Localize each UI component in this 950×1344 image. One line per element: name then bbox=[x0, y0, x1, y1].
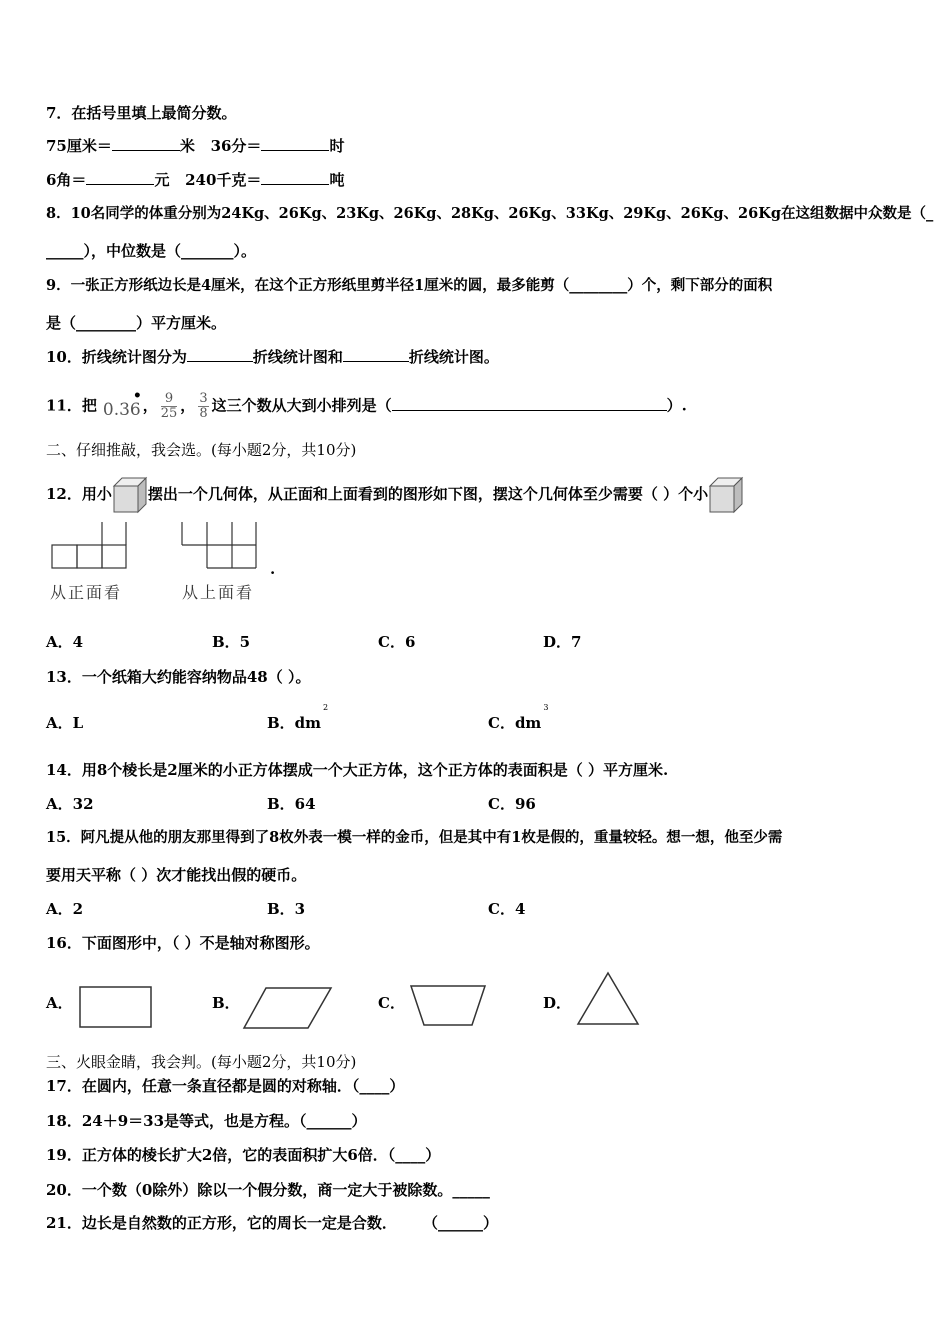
q12-option-d[interactable]: D．7 bbox=[543, 633, 582, 651]
small-cube-icon bbox=[708, 476, 744, 514]
section2-heading: 二、仔细推敲，我会选。(每小题2分，共10分) bbox=[46, 441, 357, 459]
q12-stem bbox=[46, 476, 744, 514]
answer-blank[interactable] bbox=[392, 396, 667, 411]
q13-option-c-label: C．dm bbox=[488, 714, 542, 732]
q7-row1-b: 米 bbox=[179, 137, 195, 155]
front-view-diagram bbox=[50, 520, 130, 570]
parallelogram-shape bbox=[242, 985, 334, 1031]
q7-row1 bbox=[46, 136, 344, 156]
q11-c: ）. bbox=[666, 396, 687, 415]
q17: 17．在圆内，任意一条直径都是圆的对称轴．（____） bbox=[46, 1077, 405, 1095]
q7-title: 7．在括号里填上最简分数。 bbox=[46, 104, 237, 122]
q12-a: 12．用小 bbox=[46, 485, 112, 503]
section3-heading: 三、火眼金睛，我会判。(每小题2分，共10分) bbox=[46, 1053, 357, 1071]
q12-option-c[interactable]: C．6 bbox=[378, 633, 416, 651]
q19: 19．正方体的棱长扩大2倍，它的表面积扩大6倍．（____） bbox=[46, 1146, 441, 1164]
q14-option-a[interactable]: A．32 bbox=[46, 795, 94, 813]
q7-row2-d: 吨 bbox=[329, 171, 345, 189]
front-view-label: 从正面看 bbox=[50, 583, 123, 602]
q10-a: 10．折线统计图分为 bbox=[46, 348, 187, 366]
q8-line1: 8．10名同学的体重分别为24Kg、26Kg、23Kg、26Kg、28Kg、26Kg、33Kg、29Kg、26Kg、26Kg在这组数据中众数是（_ bbox=[46, 205, 934, 222]
q11: 11．把 0.36 • ， $\frac{9}{25}$ ， $\frac{3}{8}$ 这三个数从大到小排列是（ ）. bbox=[46, 387, 687, 421]
q21: 21．边长是自然数的正方形，它的周长一定是合数． （______） bbox=[46, 1214, 498, 1232]
trapezoid-shape bbox=[408, 983, 488, 1029]
q13-option-c[interactable] bbox=[488, 703, 549, 736]
exponent-3: 3 bbox=[543, 703, 549, 712]
q15-line2: 要用天平称（ ）次才能找出假的硬币。 bbox=[46, 866, 307, 884]
q13-stem: 13．一个纸箱大约能容纳物品48（ ）。 bbox=[46, 668, 311, 686]
q16-stem: 16．下面图形中，（ ）不是轴对称图形。 bbox=[46, 934, 320, 952]
q14-option-c[interactable]: C．96 bbox=[488, 795, 536, 813]
fraction-numerator: 9 bbox=[161, 392, 178, 407]
q7-row2-a: 6角＝ bbox=[46, 171, 87, 189]
exponent-2: 2 bbox=[323, 703, 329, 712]
answer-blank[interactable] bbox=[86, 170, 154, 185]
q16-option-b[interactable]: B． bbox=[212, 994, 240, 1012]
q13-option-a[interactable]: A．L bbox=[46, 714, 84, 732]
q7-row2-b: 元 bbox=[154, 171, 170, 189]
q16-option-a[interactable]: A． bbox=[46, 994, 73, 1012]
q10-b: 折线统计图和 bbox=[252, 348, 343, 366]
fraction-numerator: 3 bbox=[199, 391, 208, 406]
answer-blank[interactable] bbox=[343, 347, 409, 362]
q10-c: 折线统计图。 bbox=[408, 348, 499, 366]
q14-option-b[interactable]: B．64 bbox=[267, 795, 316, 813]
fraction-9-25 bbox=[161, 392, 178, 421]
top-view-label: 从上面看 bbox=[182, 583, 255, 602]
answer-blank[interactable] bbox=[261, 170, 329, 185]
q11-a: 11．把 bbox=[46, 396, 97, 415]
q20: 20．一个数（0除外）除以一个假分数，商一定大于被除数。_____ bbox=[46, 1181, 490, 1199]
q11-b: 这三个数从大到小排列是（ bbox=[211, 396, 392, 415]
q7-row2-c: 240千克＝ bbox=[185, 171, 262, 189]
period-mark: . bbox=[270, 560, 276, 578]
q10 bbox=[46, 347, 499, 367]
q14-stem: 14．用8个棱长是2厘米的小正方体摆成一个大正方体，这个正方体的表面积是（ ）平方厘米. bbox=[46, 761, 669, 779]
answer-blank[interactable] bbox=[187, 347, 253, 362]
fraction-denominator: 25 bbox=[160, 406, 178, 421]
repeating-dot: • bbox=[132, 387, 142, 404]
fraction-3-8 bbox=[198, 392, 208, 421]
rectangle-shape bbox=[78, 985, 154, 1029]
q15-line1: 15．阿凡提从他的朋友那里得到了8枚外表一模一样的金币，但是其中有1枚是假的，重量较轻。想一想，他至少需 bbox=[46, 829, 783, 846]
answer-blank[interactable] bbox=[112, 136, 180, 151]
q16-option-c[interactable]: C． bbox=[378, 994, 405, 1012]
q7-row2 bbox=[46, 170, 344, 190]
q12-option-a[interactable]: A．4 bbox=[46, 633, 84, 651]
q15-option-b[interactable]: B．3 bbox=[267, 900, 306, 918]
q9-line1: 9．一张正方形纸边长是4厘米，在这个正方形纸里剪半径1厘米的圆，最多能剪（________）个，剩下部分的面积 bbox=[46, 277, 773, 294]
q8-line2: _____），中位数是（_______）。 bbox=[46, 242, 257, 260]
q15-option-c[interactable]: C．4 bbox=[488, 900, 526, 918]
q15-option-a[interactable]: A．2 bbox=[46, 900, 84, 918]
q12-b: 摆出一个几何体，从正面和上面看到的图形如下图，摆这个几何体至少需要（ ）个小 bbox=[147, 485, 709, 503]
triangle-shape bbox=[575, 970, 641, 1028]
small-cube-icon bbox=[112, 476, 148, 514]
q9-line2: 是（________）平方厘米。 bbox=[46, 314, 227, 332]
q16-option-d[interactable]: D． bbox=[543, 994, 572, 1012]
fraction-denominator: 8 bbox=[199, 406, 208, 421]
q12-option-b[interactable]: B．5 bbox=[212, 633, 251, 651]
repeating-decimal bbox=[102, 387, 142, 420]
q13-option-b[interactable] bbox=[267, 703, 329, 736]
q13-option-b-label: B．dm bbox=[267, 714, 322, 732]
answer-blank[interactable] bbox=[261, 136, 329, 151]
q7-row1-c: 36分＝ bbox=[210, 137, 262, 155]
top-view-diagram bbox=[180, 520, 260, 570]
q18: 18．24＋9＝33是等式，也是方程。（______） bbox=[46, 1112, 367, 1130]
q7-row1-a: 75厘米＝ bbox=[46, 137, 112, 155]
decimal-value: 0.36 bbox=[102, 399, 141, 420]
q7-row1-d: 时 bbox=[329, 137, 345, 155]
